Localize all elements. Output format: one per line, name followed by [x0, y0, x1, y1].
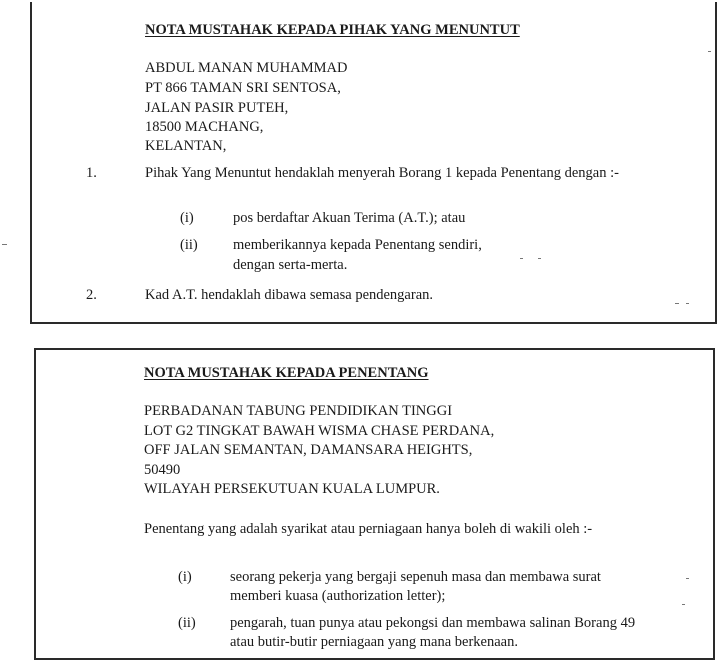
claimant-address-line: 18500 MACHANG, — [145, 119, 264, 135]
claimant-address-line: KELANTAN, — [145, 138, 227, 154]
respondent-address-line: LOT G2 TINGKAT BAWAH WISMA CHASE PERDANA, — [144, 423, 495, 439]
scan-speck — [675, 303, 679, 304]
scan-speck — [686, 578, 689, 579]
scan-speck — [682, 604, 685, 605]
item-2-number: 2. — [86, 287, 97, 303]
sub-item-label: (ii) — [178, 615, 196, 631]
respondent-address-line: 50490 — [144, 462, 181, 478]
claimant-address-line: PT 866 TAMAN SRI SENTOSA, — [145, 80, 341, 96]
scan-speck — [538, 258, 541, 259]
scan-speck — [2, 244, 7, 245]
sub-item-text-continued: atau butir-butir perniagaan yang mana berkenaan. — [230, 634, 518, 650]
claimant-address-line: JALAN PASIR PUTEH, — [145, 100, 289, 116]
respondent-notice-heading: NOTA MUSTAHAK KEPADA PENENTANG — [144, 365, 429, 381]
respondent-address-line: WILAYAH PERSEKUTUAN KUALA LUMPUR. — [144, 481, 440, 497]
respondent-intro-text: Penentang yang adalah syarikat atau perniagaan hanya boleh di wakili oleh :- — [144, 521, 593, 537]
sub-item-label: (i) — [178, 569, 192, 585]
scan-speck — [686, 303, 689, 304]
item-2-text: Kad A.T. hendaklah dibawa semasa pendengaran. — [145, 287, 434, 303]
scan-speck — [708, 51, 711, 52]
item-1-text: Pihak Yang Menuntut hendaklah menyerah Borang 1 kepada Penentang dengan :- — [145, 165, 619, 181]
claimant-notice-heading: NOTA MUSTAHAK KEPADA PIHAK YANG MENUNTUT — [145, 22, 520, 38]
claimant-address-line: ABDUL MANAN MUHAMMAD — [145, 60, 348, 76]
sub-item-label: (ii) — [180, 237, 198, 253]
sub-item-text: seorang pekerja yang bergaji sepenuh masa dan membawa surat — [230, 569, 601, 585]
sub-item-text: memberikannya kepada Penentang sendiri, — [233, 237, 482, 253]
scan-speck — [520, 258, 523, 259]
sub-item-text: pengarah, tuan punya atau pekongsi dan membawa salinan Borang 49 — [230, 615, 636, 631]
sub-item-text-continued: memberi kuasa (authorization letter); — [230, 588, 446, 604]
item-1-number: 1. — [86, 165, 97, 181]
sub-item-text-continued: dengan serta-merta. — [233, 257, 348, 273]
respondent-address-line: PERBADANAN TABUNG PENDIDIKAN TINGGI — [144, 403, 453, 419]
notice-box-claimant — [30, 2, 717, 324]
respondent-address-line: OFF JALAN SEMANTAN, DAMANSARA HEIGHTS, — [144, 442, 473, 458]
sub-item-label: (i) — [180, 210, 194, 226]
sub-item-text: pos berdaftar Akuan Terima (A.T.); atau — [233, 210, 466, 226]
